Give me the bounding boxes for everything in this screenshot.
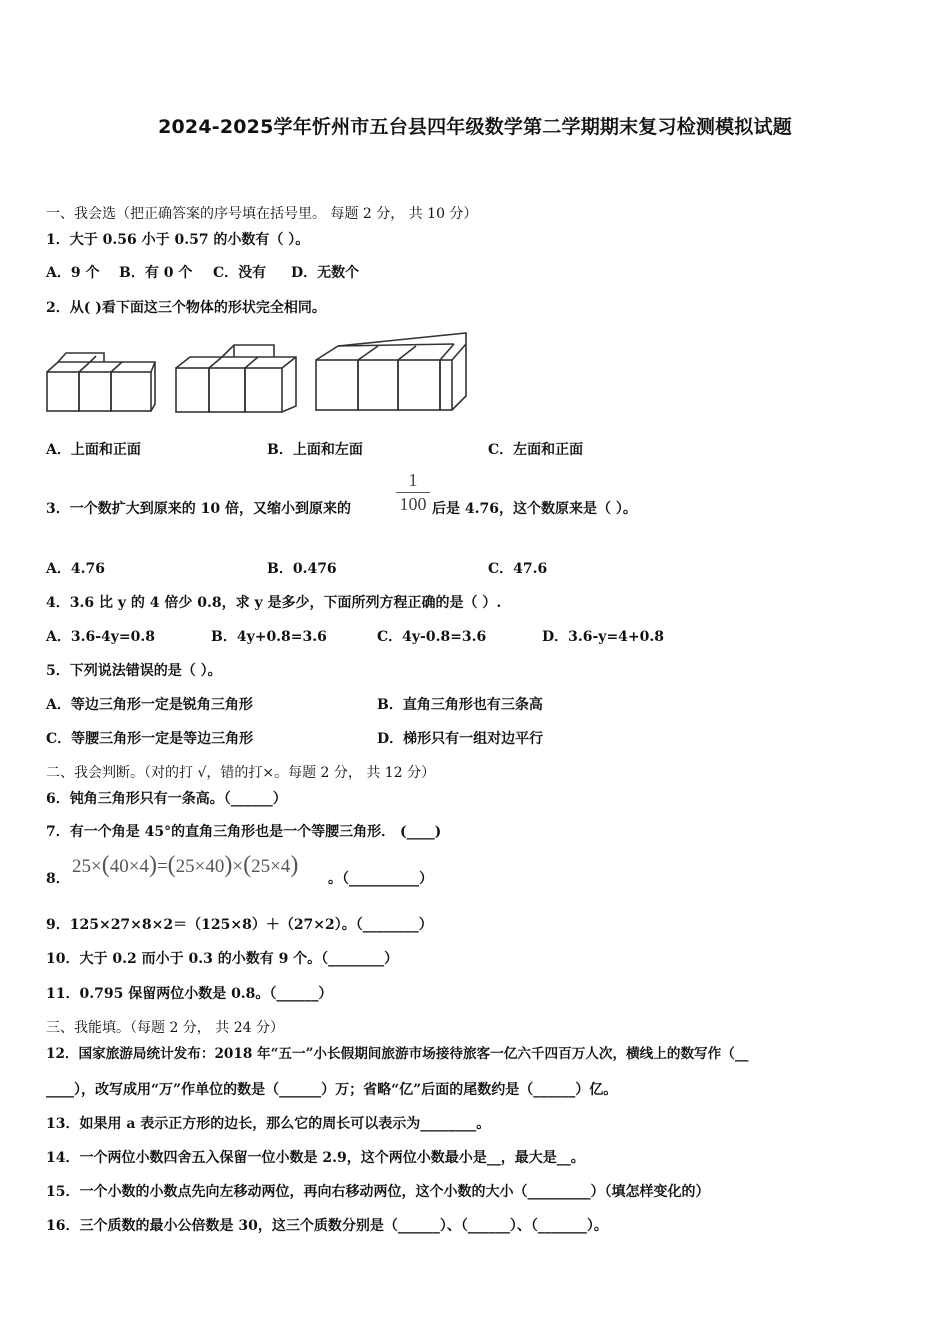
q8-formula: 25×(40×4)=(25×40)×(25×4)	[72, 852, 299, 878]
q4-option-c: C．4y-0.8=3.6	[377, 629, 487, 645]
q5-option-b: B．直角三角形也有三条高	[377, 697, 543, 713]
q1-option-c: C．没有	[213, 265, 267, 281]
q7-text: 7．有一个角是 45°的直角三角形也是一个等腰三角形． (____)	[46, 824, 442, 840]
q3-fraction-denominator: 100	[399, 494, 427, 514]
cube-stack-icon	[44, 350, 160, 416]
q8-label: 8．	[46, 871, 70, 887]
q9-text: 9．125×27×8×2＝（125×8）＋（27×2）。（________）	[46, 917, 433, 933]
cube-stack-icon	[312, 330, 472, 414]
q2-option-b: B．上面和左面	[267, 442, 363, 458]
q4-option-a: A．3.6-4y=0.8	[46, 629, 155, 645]
q8-tail: 。（__________）	[328, 871, 433, 887]
q4-stem: 4．3.6 比 y 的 4 倍少 0.8，求 y 是多少，下面所列方程正确的是（ ）.	[46, 595, 502, 611]
cube-stack-icon	[172, 340, 300, 416]
q1-stem: 1．大于 0.56 小于 0.57 的小数有（ ）。	[46, 232, 310, 248]
q8-formula-c: =	[156, 856, 168, 877]
q3-fraction-numerator: 1	[396, 470, 430, 493]
q5-option-c: C．等腰三角形一定是等边三角形	[46, 731, 254, 747]
q4-option-b: B．4y+0.8=3.6	[211, 629, 327, 645]
q1-option-a: A．9 个	[46, 265, 100, 281]
q3-stem-part2: 后是 4.76，这个数原来是（ ）。	[432, 501, 637, 517]
q1-option-d: D．无数个	[291, 265, 360, 281]
section1-heading: 一、我会选（把正确答案的序号填在括号里。 每题 2 分， 共 10 分）	[46, 206, 478, 222]
q12-line2: ____），改写成用“万”作单位的数是（______）万；省略“亿”后面的尾数约是（______）亿。	[46, 1082, 618, 1098]
q8-formula-e: ×	[232, 856, 244, 877]
q10-text: 10．大于 0.2 而小于 0.3 的小数有 9 个。（________）	[46, 951, 399, 967]
q5-option-a: A．等边三角形一定是锐角三角形	[46, 697, 253, 713]
q5-option-d: D．梯形只有一组对边平行	[377, 731, 544, 747]
q8-formula-f: 25×4	[251, 856, 291, 877]
q3-stem-part1: 3．一个数扩大到原来的 10 倍，又缩小到原来的	[46, 501, 351, 517]
q6-text: 6．钝角三角形只有一条高。（______）	[46, 791, 287, 807]
section3-heading: 三、我能填。（每题 2 分， 共 24 分）	[46, 1020, 284, 1036]
q12-line1: 12．国家旅游局统计发布：2018 年“五一”小长假期间旅游市场接待旅客一亿六千四百万人次，横线上的数写作（__	[46, 1046, 749, 1062]
section2-heading: 二、我会判断。（对的打 √，错的打×。每题 2 分， 共 12 分）	[46, 765, 436, 781]
q13-text: 13．如果用 a 表示正方形的边长，那么它的周长可以表示为________。	[46, 1116, 491, 1132]
q2-option-c: C．左面和正面	[488, 442, 584, 458]
q2-stem: 2．从( )看下面这三个物体的形状完全相同。	[46, 300, 326, 316]
q2-option-a: A．上面和正面	[46, 442, 141, 458]
q16-text: 16．三个质数的最小公倍数是 30，这三个质数分别是（______）、（______）、（_______）。	[46, 1218, 608, 1234]
q5-stem: 5．下列说法错误的是（ ）。	[46, 663, 222, 679]
q11-text: 11．0.795 保留两位小数是 0.8。（______）	[46, 986, 333, 1002]
q8-formula-d: 25×40	[175, 856, 225, 877]
q3-fraction	[396, 470, 430, 515]
q3-option-c: C．47.6	[488, 561, 548, 577]
q8-formula-b: 40×4	[109, 856, 149, 877]
q8-formula-a: 25×	[72, 856, 102, 877]
q3-option-a: A．4.76	[46, 561, 105, 577]
q15-text: 15．一个小数的小数点先向左移动两位，再向右移动两位，这个小数的大小（_________）（填怎样变化的）	[46, 1184, 710, 1200]
q4-option-d: D．3.6-y=4+0.8	[542, 629, 665, 645]
q1-option-b: B．有 0 个	[119, 265, 193, 281]
q3-option-b: B．0.476	[267, 561, 337, 577]
page-title: 2024-2025学年忻州市五台县四年级数学第二学期期末复习检测模拟试题	[158, 116, 792, 138]
q14-text: 14．一个两位小数四舍五入保留一位小数是 2.9，这个两位小数最小是__，最大是__。	[46, 1150, 585, 1166]
